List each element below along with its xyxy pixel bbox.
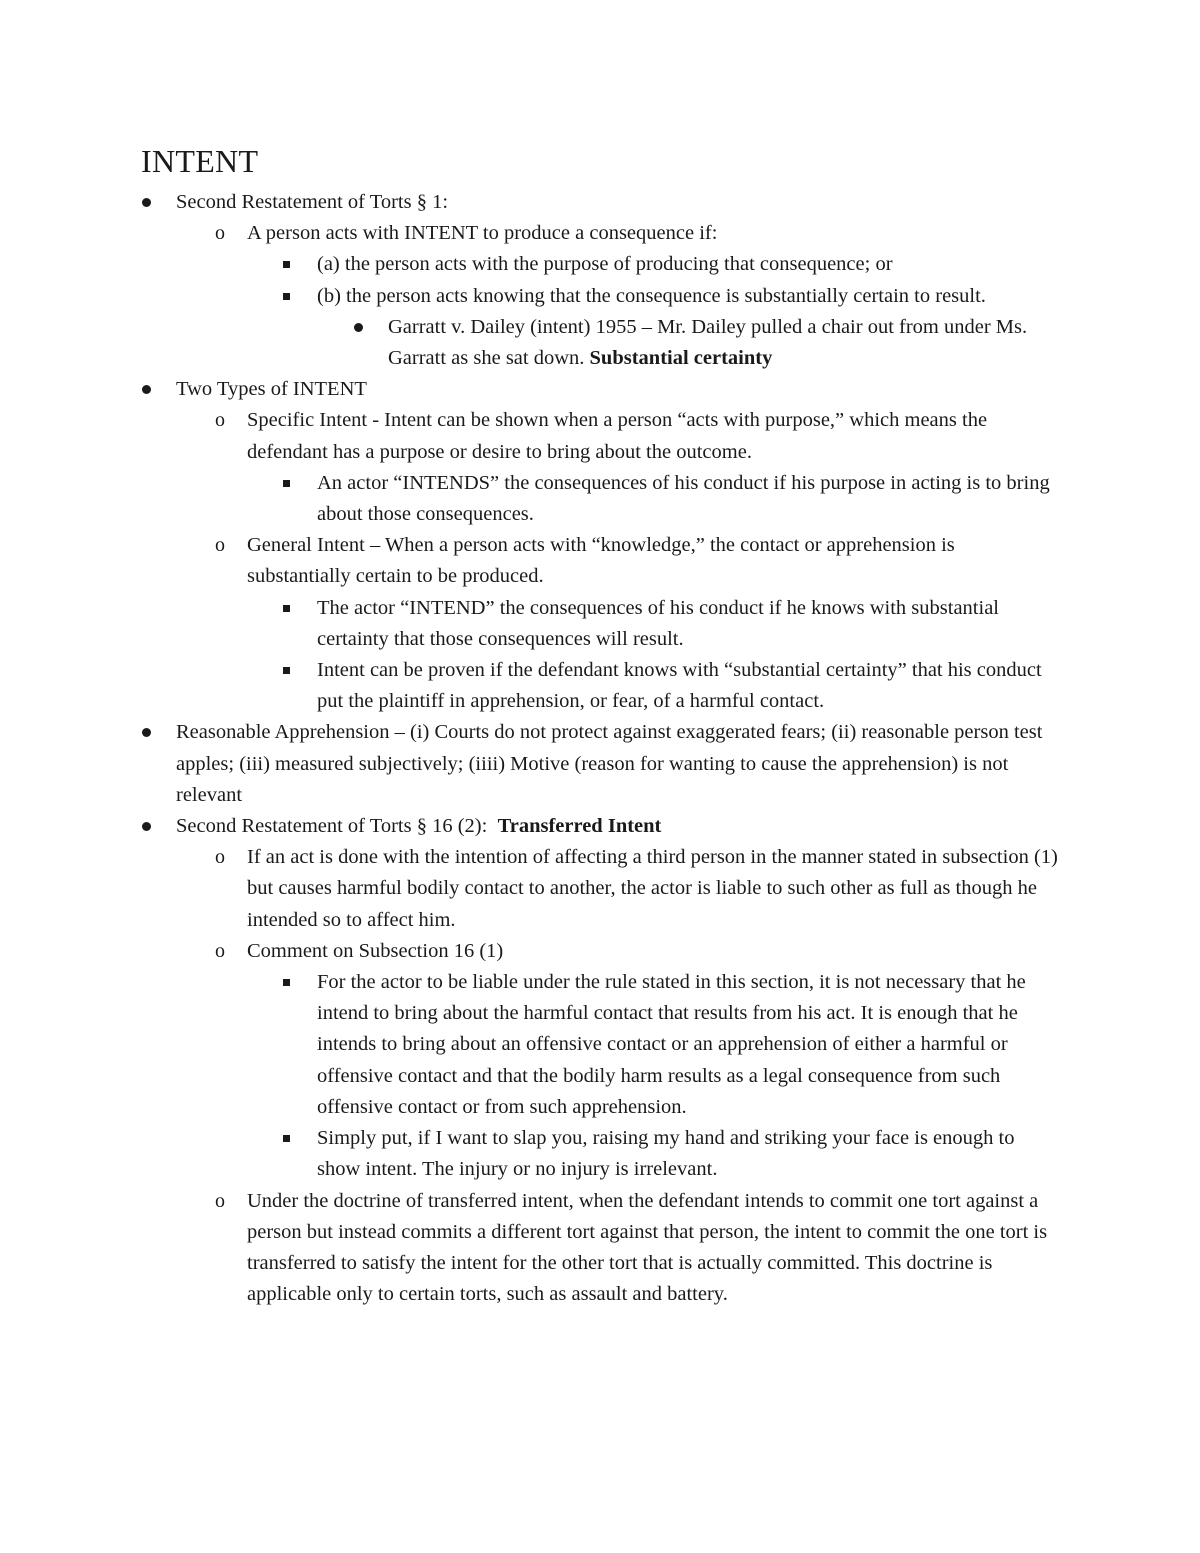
bullet-disc-icon	[142, 385, 151, 394]
bullet-circle-icon: o	[215, 409, 225, 432]
outline	[0, 187, 1200, 1310]
bullet-square-icon	[283, 605, 290, 612]
list-item: The actor “INTEND” the consequences of his conduct if he knows with substantial certainty that those consequences will result.	[0, 593, 1062, 655]
list-item: For the actor to be liable under the rule stated in this section, it is not necessary that he intend to bring about the harmful contact that results from his act. It is enough that he intends to bring about an offensive contact or an apprehension of either a harmful or offensive contact and that the bodily harm results as a legal consequence from such offensive contact or from such apprehension.	[0, 967, 1062, 1123]
bullet-circle-icon: o	[215, 222, 225, 245]
list-item: o Comment on Subsection 16 (1)	[0, 936, 1062, 967]
list-item: An actor “INTENDS” the consequences of his conduct if his purpose in acting is to bring about those consequences.	[0, 468, 1062, 530]
list-item	[0, 811, 1060, 842]
bullet-circle-icon: o	[215, 534, 225, 557]
bullet-circle-icon: o	[215, 1189, 225, 1212]
bullet-disc-icon	[142, 728, 151, 737]
list-item: o Specific Intent - Intent can be shown when a person “acts with purpose,” which means the defendant has a purpose or desire to bring about the outcome.	[0, 405, 1062, 467]
list-item: o If an act is done with the intention of affecting a third person in the manner stated in subsection (1) but causes harmful bodily contact to another, the actor is liable to such other as full as though he intended so to affect him.	[0, 842, 1062, 936]
list-item: Two Types of INTENT	[0, 374, 1060, 405]
case-text: Garratt v. Dailey (intent) 1955 – Mr. Dailey pulled a chair out from under Ms. Garratt as she sat down.	[388, 315, 1028, 370]
list-item	[0, 312, 1062, 374]
list-item: Second Restatement of Torts § 1:	[0, 187, 1060, 218]
bullet-disc-icon	[354, 323, 363, 332]
list-item: Reasonable Apprehension – (i) Courts do not protect against exaggerated fears; (ii) reasonable person test apples; (iii) measured subjectively; (iiii) Motive (reason for wanting to cause the apprehension) is not relevant	[0, 717, 1060, 811]
bold-phrase: Transferred Intent	[497, 815, 662, 838]
bold-phrase: Substantial certainty	[589, 347, 773, 370]
bullet-square-icon	[283, 667, 290, 674]
bullet-disc-icon	[142, 198, 151, 207]
bullet-square-icon	[283, 293, 290, 300]
bullet-disc-icon	[142, 822, 151, 831]
page-title: INTENT	[141, 143, 259, 179]
bullet-square-icon	[283, 261, 290, 268]
bullet-circle-icon: o	[215, 939, 225, 962]
list-item: Simply put, if I want to slap you, raising my hand and striking your face is enough to show intent. The injury or no injury is irrelevant.	[0, 1123, 1062, 1185]
list-item: (b) the person acts knowing that the consequence is substantially certain to result.	[0, 281, 1062, 312]
section-ref: Second Restatement of Torts § 16 (2):	[176, 815, 488, 838]
list-item: o General Intent – When a person acts with “knowledge,” the contact or apprehension is substantially certain to be produced.	[0, 530, 1062, 592]
bullet-square-icon	[283, 1135, 290, 1142]
list-item: (a) the person acts with the purpose of producing that consequence; or	[0, 249, 1062, 280]
bullet-square-icon	[283, 480, 290, 487]
bullet-square-icon	[283, 979, 290, 986]
list-item: o Under the doctrine of transferred intent, when the defendant intends to commit one tort against a person but instead commits a different tort against that person, the intent to commit the one tort is transferred to satisfy the intent for the other tort that is actually committed. This doctrine is applicable only to certain torts, such as assault and battery.	[0, 1186, 1062, 1311]
bullet-circle-icon: o	[215, 846, 225, 869]
list-item: Intent can be proven if the defendant knows with “substantial certainty” that his conduct put the plaintiff in apprehension, or fear, of a harmful contact.	[0, 655, 1062, 717]
list-item: o A person acts with INTENT to produce a consequence if:	[0, 218, 1062, 249]
